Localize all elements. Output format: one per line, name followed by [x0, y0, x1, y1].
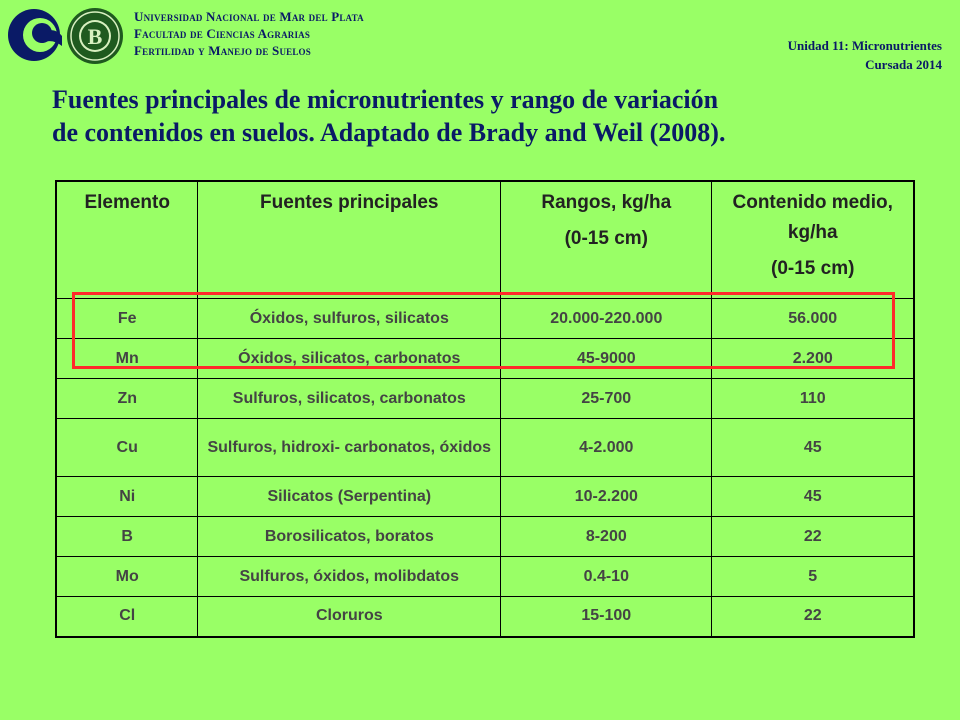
cell-mean: 56.000 — [712, 299, 914, 339]
table-row — [56, 299, 914, 339]
svg-text:B: B — [87, 24, 103, 49]
cell-element: Ni — [56, 477, 198, 517]
cell-range: 0.4-10 — [501, 557, 712, 597]
header-sources: Fuentes principales — [198, 181, 501, 299]
table-row — [56, 419, 914, 477]
cell-element: Fe — [56, 299, 198, 339]
cell-element: Mo — [56, 557, 198, 597]
university-logo — [6, 6, 62, 64]
cell-element: B — [56, 517, 198, 557]
header-mean-label: Contenido medio, kg/ha — [732, 192, 893, 243]
table-row — [56, 477, 914, 517]
unit-label: Unidad 11: Micronutrientes — [787, 38, 942, 53]
slide-title — [52, 83, 932, 149]
cell-mean: 5 — [712, 557, 914, 597]
cell-element: Mn — [56, 339, 198, 379]
cell-sources: Óxidos, sulfuros, silicatos — [198, 299, 501, 339]
institution-department: Fertilidad y Manejo de Suelos — [134, 43, 311, 58]
header-mean-depth: (0-15 cm) — [771, 258, 855, 279]
course-label: Cursada 2014 — [865, 57, 942, 72]
unit-info — [788, 36, 942, 74]
cell-mean: 110 — [712, 379, 914, 419]
header-range — [501, 181, 712, 299]
cell-sources: Sulfuros, hidroxi- carbonatos, óxidos — [198, 419, 501, 477]
cell-range: 8-200 — [501, 517, 712, 557]
title-line-1: Fuentes principales de micronutrientes y rango de variación — [52, 85, 719, 114]
header-element: Elemento — [56, 181, 198, 299]
cell-range: 4-2.000 — [501, 419, 712, 477]
header-mean — [712, 181, 914, 299]
table-row — [56, 339, 914, 379]
faculty-seal — [65, 6, 125, 66]
title-line-2: de contenidos en suelos. Adaptado de Brady and Weil (2008). — [52, 118, 726, 147]
cell-sources: Sulfuros, óxidos, molibdatos — [198, 557, 501, 597]
table-header-row — [56, 181, 914, 299]
cell-range: 20.000-220.000 — [501, 299, 712, 339]
table-row — [56, 379, 914, 419]
cell-mean: 22 — [712, 517, 914, 557]
cell-sources: Sulfuros, silicatos, carbonatos — [198, 379, 501, 419]
cell-element: Cu — [56, 419, 198, 477]
cell-range: 25-700 — [501, 379, 712, 419]
cell-mean: 45 — [712, 419, 914, 477]
cell-mean: 2.200 — [712, 339, 914, 379]
header-range-label: Rangos, kg/ha — [541, 192, 672, 213]
cell-range: 10-2.200 — [501, 477, 712, 517]
institution-faculty: Facultad de Ciencias Agrarias — [134, 26, 311, 41]
institution-header — [134, 8, 364, 59]
cell-element: Zn — [56, 379, 198, 419]
table-row — [56, 557, 914, 597]
table-row — [56, 517, 914, 557]
micronutrients-table — [55, 180, 915, 638]
cell-sources: Cloruros — [198, 597, 501, 637]
cell-sources: Óxidos, silicatos, carbonatos — [198, 339, 501, 379]
cell-sources: Borosilicatos, boratos — [198, 517, 501, 557]
cell-range: 45-9000 — [501, 339, 712, 379]
cell-element: Cl — [56, 597, 198, 637]
cell-mean: 45 — [712, 477, 914, 517]
cell-range: 15-100 — [501, 597, 712, 637]
header-range-depth: (0-15 cm) — [564, 228, 648, 249]
cell-mean: 22 — [712, 597, 914, 637]
table-row — [56, 597, 914, 637]
institution-university: Universidad Nacional de Mar del Plata — [134, 9, 364, 24]
cell-sources: Silicatos (Serpentina) — [198, 477, 501, 517]
